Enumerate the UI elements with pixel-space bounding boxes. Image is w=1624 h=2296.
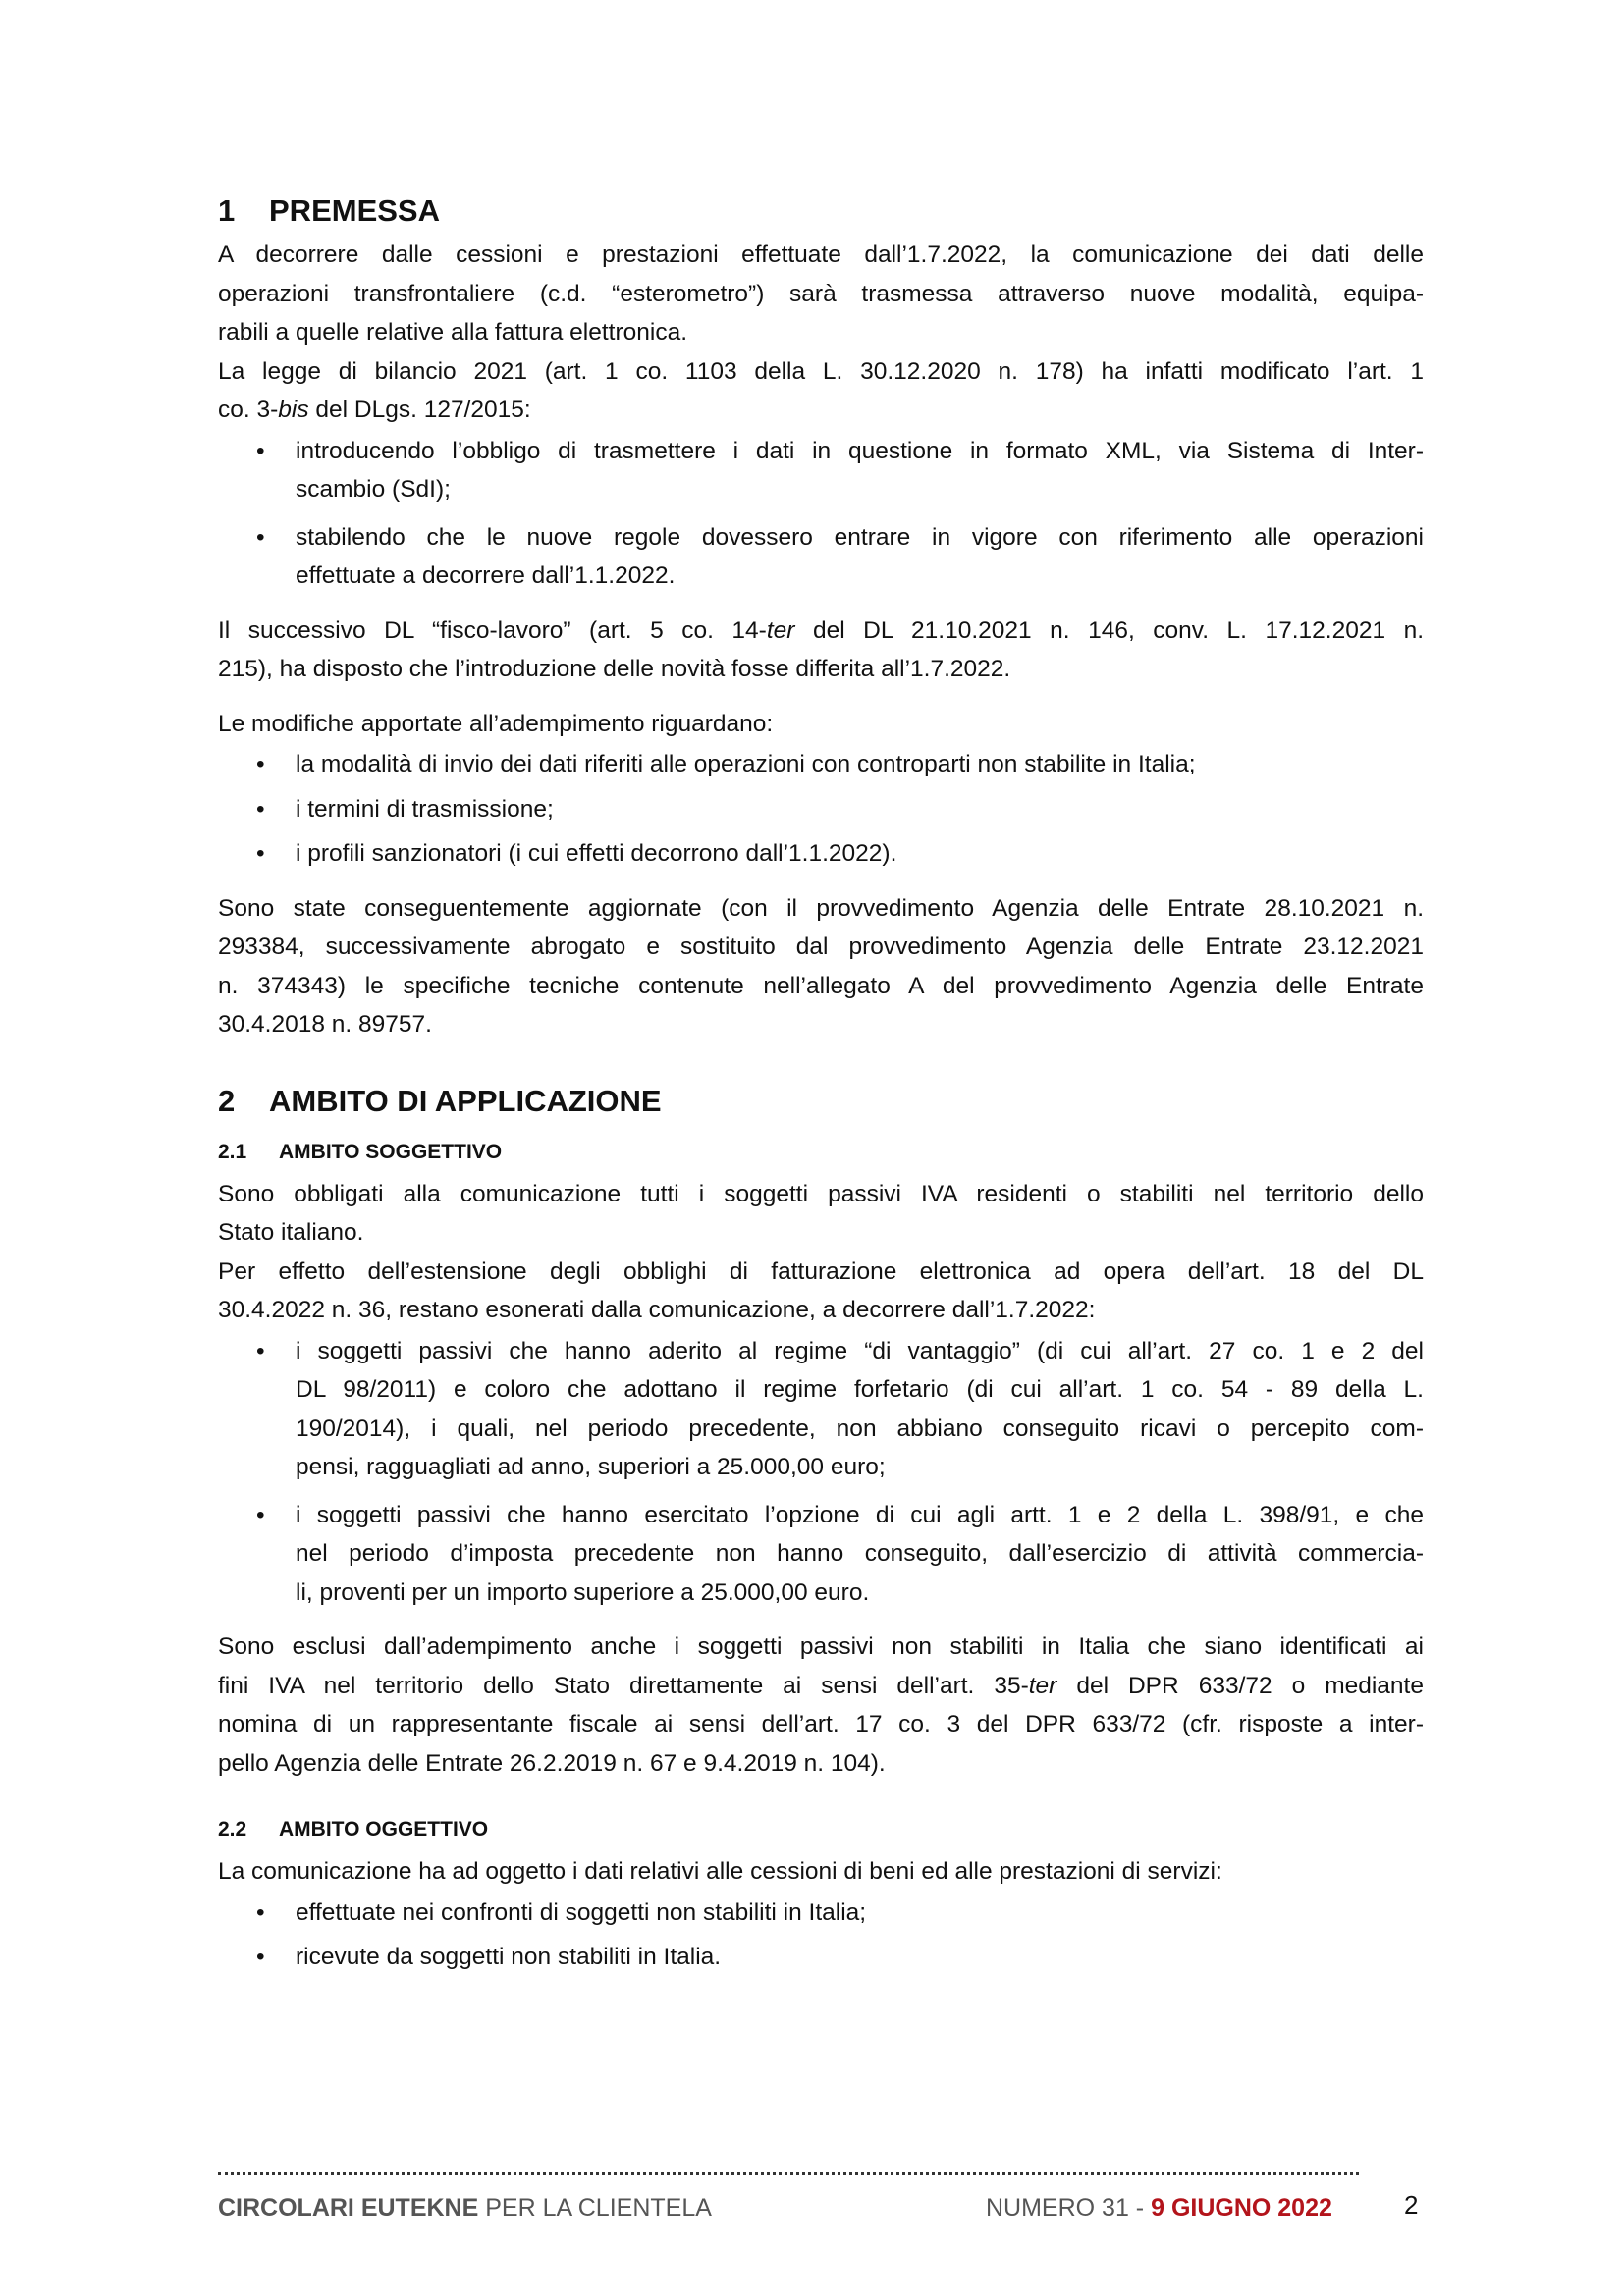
section-number: 2: [218, 1083, 236, 1118]
text-line: nomina di un rappresentante fiscale ai sensi dell’art. 17 co. 3 del DPR 633/72 (cfr. risposte a inter-: [218, 1711, 1424, 1737]
list-item: • i soggetti passivi che hanno esercitato l’opzione di cui agli artt. 1 e 2 della L. 398/91, e che nel periodo d’imposta precedente non hanno conseguito, dall’esercizio di attività commercia- li, proventi per un importo superiore a 25.000,00 euro.: [218, 1496, 1424, 1613]
text-line: La legge di bilancio 2021 (art. 1 co. 1103 della L. 30.12.2020 n. 178) ha infatti modificato l’art. 1: [218, 357, 1424, 385]
footer-issue: NUMERO 31 - 9 GIUGNO 2022: [986, 2194, 1332, 2221]
bullet-list: [218, 1894, 1424, 1977]
list-item: • effettuate nei confronti di soggetti non stabiliti in Italia;: [218, 1894, 1424, 1933]
bullet-icon: •: [256, 1337, 265, 1364]
text-line: fini IVA nel territorio dello Stato direttamente ai sensi dell’art. 35-ter del DPR 633/72 o mediante: [218, 1672, 1424, 1699]
paragraph: [218, 1253, 1424, 1330]
section-heading-2: [218, 1082, 1424, 1121]
section-number: 1: [218, 193, 236, 228]
paragraph: [218, 1852, 1424, 1892]
bullet-list: [218, 1332, 1424, 1613]
text-line: co. 3-bis del DLgs. 127/2015:: [218, 397, 531, 423]
text-line: operazioni transfrontaliere (c.d. “esterometro”) sarà trasmessa attraverso nuove modalità, equipa-: [218, 280, 1424, 307]
subsection-number: 2.1: [218, 1140, 247, 1163]
list-item: • stabilendo che le nuove regole dovessero entrare in vigore con riferimento alle operazioni effettuate a decorrere dall’1.1.2022.: [218, 518, 1424, 596]
text-line: Le modifiche apportate all’adempimento riguardano:: [218, 710, 774, 737]
text-line: rabili a quelle relative alla fattura elettronica.: [218, 319, 688, 346]
paragraph: [218, 705, 1424, 744]
list-item: • i termini di trasmissione;: [218, 790, 1424, 829]
list-item: • i profili sanzionatori (i cui effetti decorrono dall’1.1.2022).: [218, 834, 1424, 874]
list-item: • la modalità di invio dei dati riferiti alle operazioni con controparti non stabilite in Italia;: [218, 745, 1424, 784]
italic-term: bis: [278, 397, 309, 423]
paragraph: [218, 889, 1424, 1044]
section-title: AMBITO DI APPLICAZIONE: [269, 1083, 662, 1118]
page-number: 2: [1404, 2190, 1419, 2219]
paragraph: [218, 612, 1424, 689]
document-page: [218, 191, 1424, 1977]
text-line: 293384, successivamente abrogato e sostituito dal provvedimento Agenzia delle Entrate 23.12.2021: [218, 934, 1424, 960]
text-line: Sono obbligati alla comunicazione tutti i soggetti passivi IVA residenti o stabiliti nel territorio dello: [218, 1180, 1424, 1207]
page-footer: [218, 2190, 1424, 2227]
paragraph: [218, 236, 1424, 352]
bullet-icon: •: [256, 437, 265, 464]
text-line: Sono esclusi dall’adempimento anche i soggetti passivi non stabiliti in Italia che siano identificati ai: [218, 1633, 1424, 1660]
text-line: Il successivo DL “fisco-lavoro” (art. 5 co. 14-ter del DL 21.10.2021 n. 146, conv. L. 17.12.2021 n.: [218, 616, 1425, 644]
bullet-icon: •: [256, 1898, 265, 1926]
subsection-title: AMBITO OGGETTIVO: [279, 1818, 489, 1841]
bullet-list: [218, 745, 1424, 874]
subsection-number: 2.2: [218, 1818, 247, 1841]
bullet-icon: •: [256, 795, 265, 823]
subsection-title: AMBITO SOGGETTIVO: [279, 1140, 503, 1163]
paragraph: [218, 1175, 1424, 1253]
bullet-icon: •: [256, 751, 265, 777]
list-item: • introducendo l’obbligo di trasmettere i dati in questione in formato XML, via Sistema di Inter- scambio (SdI);: [218, 432, 1424, 509]
text-line: Per effetto dell’estensione degli obblighi di fatturazione elettronica ad opera dell’art. 18 del DL: [218, 1257, 1424, 1285]
text-line: n. 374343) le specifiche tecniche contenute nell’allegato A del provvedimento Agenzia delle Entrate: [218, 972, 1424, 999]
footer-divider: [218, 2172, 1359, 2175]
paragraph: [218, 1628, 1424, 1783]
text-line: 215), ha disposto che l’introduzione delle novità fosse differita all’1.7.2022.: [218, 656, 1011, 682]
text-line: 30.4.2018 n. 89757.: [218, 1011, 432, 1038]
list-item: • i soggetti passivi che hanno aderito al regime “di vantaggio” (di cui all’art. 27 co. 1 e 2 del DL 98/2011) e coloro che adottano il regime forfetario (di cui all’art. 1 co. 54 - 89 della L. 190/2014), i quali, nel periodo precedente, non abbiano conseguito ricavi o percepito com- pensi, ragguagliati ad anno, superiori a 25.000,00 euro;: [218, 1332, 1424, 1487]
bullet-icon: •: [256, 1944, 265, 1970]
subsection-heading-2-1: [218, 1138, 1424, 1167]
text-line: 30.4.2022 n. 36, restano esonerati dalla comunicazione, a decorrere dall’1.7.2022:: [218, 1297, 1096, 1323]
paragraph: [218, 352, 1424, 430]
bullet-list: [218, 432, 1424, 596]
text-line: pello Agenzia delle Entrate 26.2.2019 n. 67 e 9.4.2019 n. 104).: [218, 1749, 886, 1777]
text-line: La comunicazione ha ad oggetto i dati relativi alle cessioni di beni ed alle prestazioni di servizi:: [218, 1858, 1222, 1885]
italic-term: ter: [1028, 1672, 1057, 1699]
bullet-icon: •: [256, 1501, 265, 1528]
text-line: Stato italiano.: [218, 1219, 364, 1246]
italic-term: ter: [766, 616, 795, 644]
list-item: • ricevute da soggetti non stabiliti in Italia.: [218, 1938, 1424, 1977]
bullet-icon: •: [256, 523, 265, 551]
text-line: A decorrere dalle cessioni e prestazioni effettuate dall’1.7.2022, la comunicazione dei dati delle: [218, 241, 1424, 268]
section-title: PREMESSA: [269, 193, 440, 228]
footer-publication: CIRCOLARI EUTEKNE PER LA CLIENTELA: [218, 2194, 712, 2221]
text-line: Sono state conseguentemente aggiornate (con il provvedimento Agenzia delle Entrate 28.10.2021 n.: [218, 894, 1424, 922]
bullet-icon: •: [256, 840, 265, 867]
section-heading-1: [218, 191, 1424, 231]
subsection-heading-2-2: [218, 1815, 1424, 1844]
